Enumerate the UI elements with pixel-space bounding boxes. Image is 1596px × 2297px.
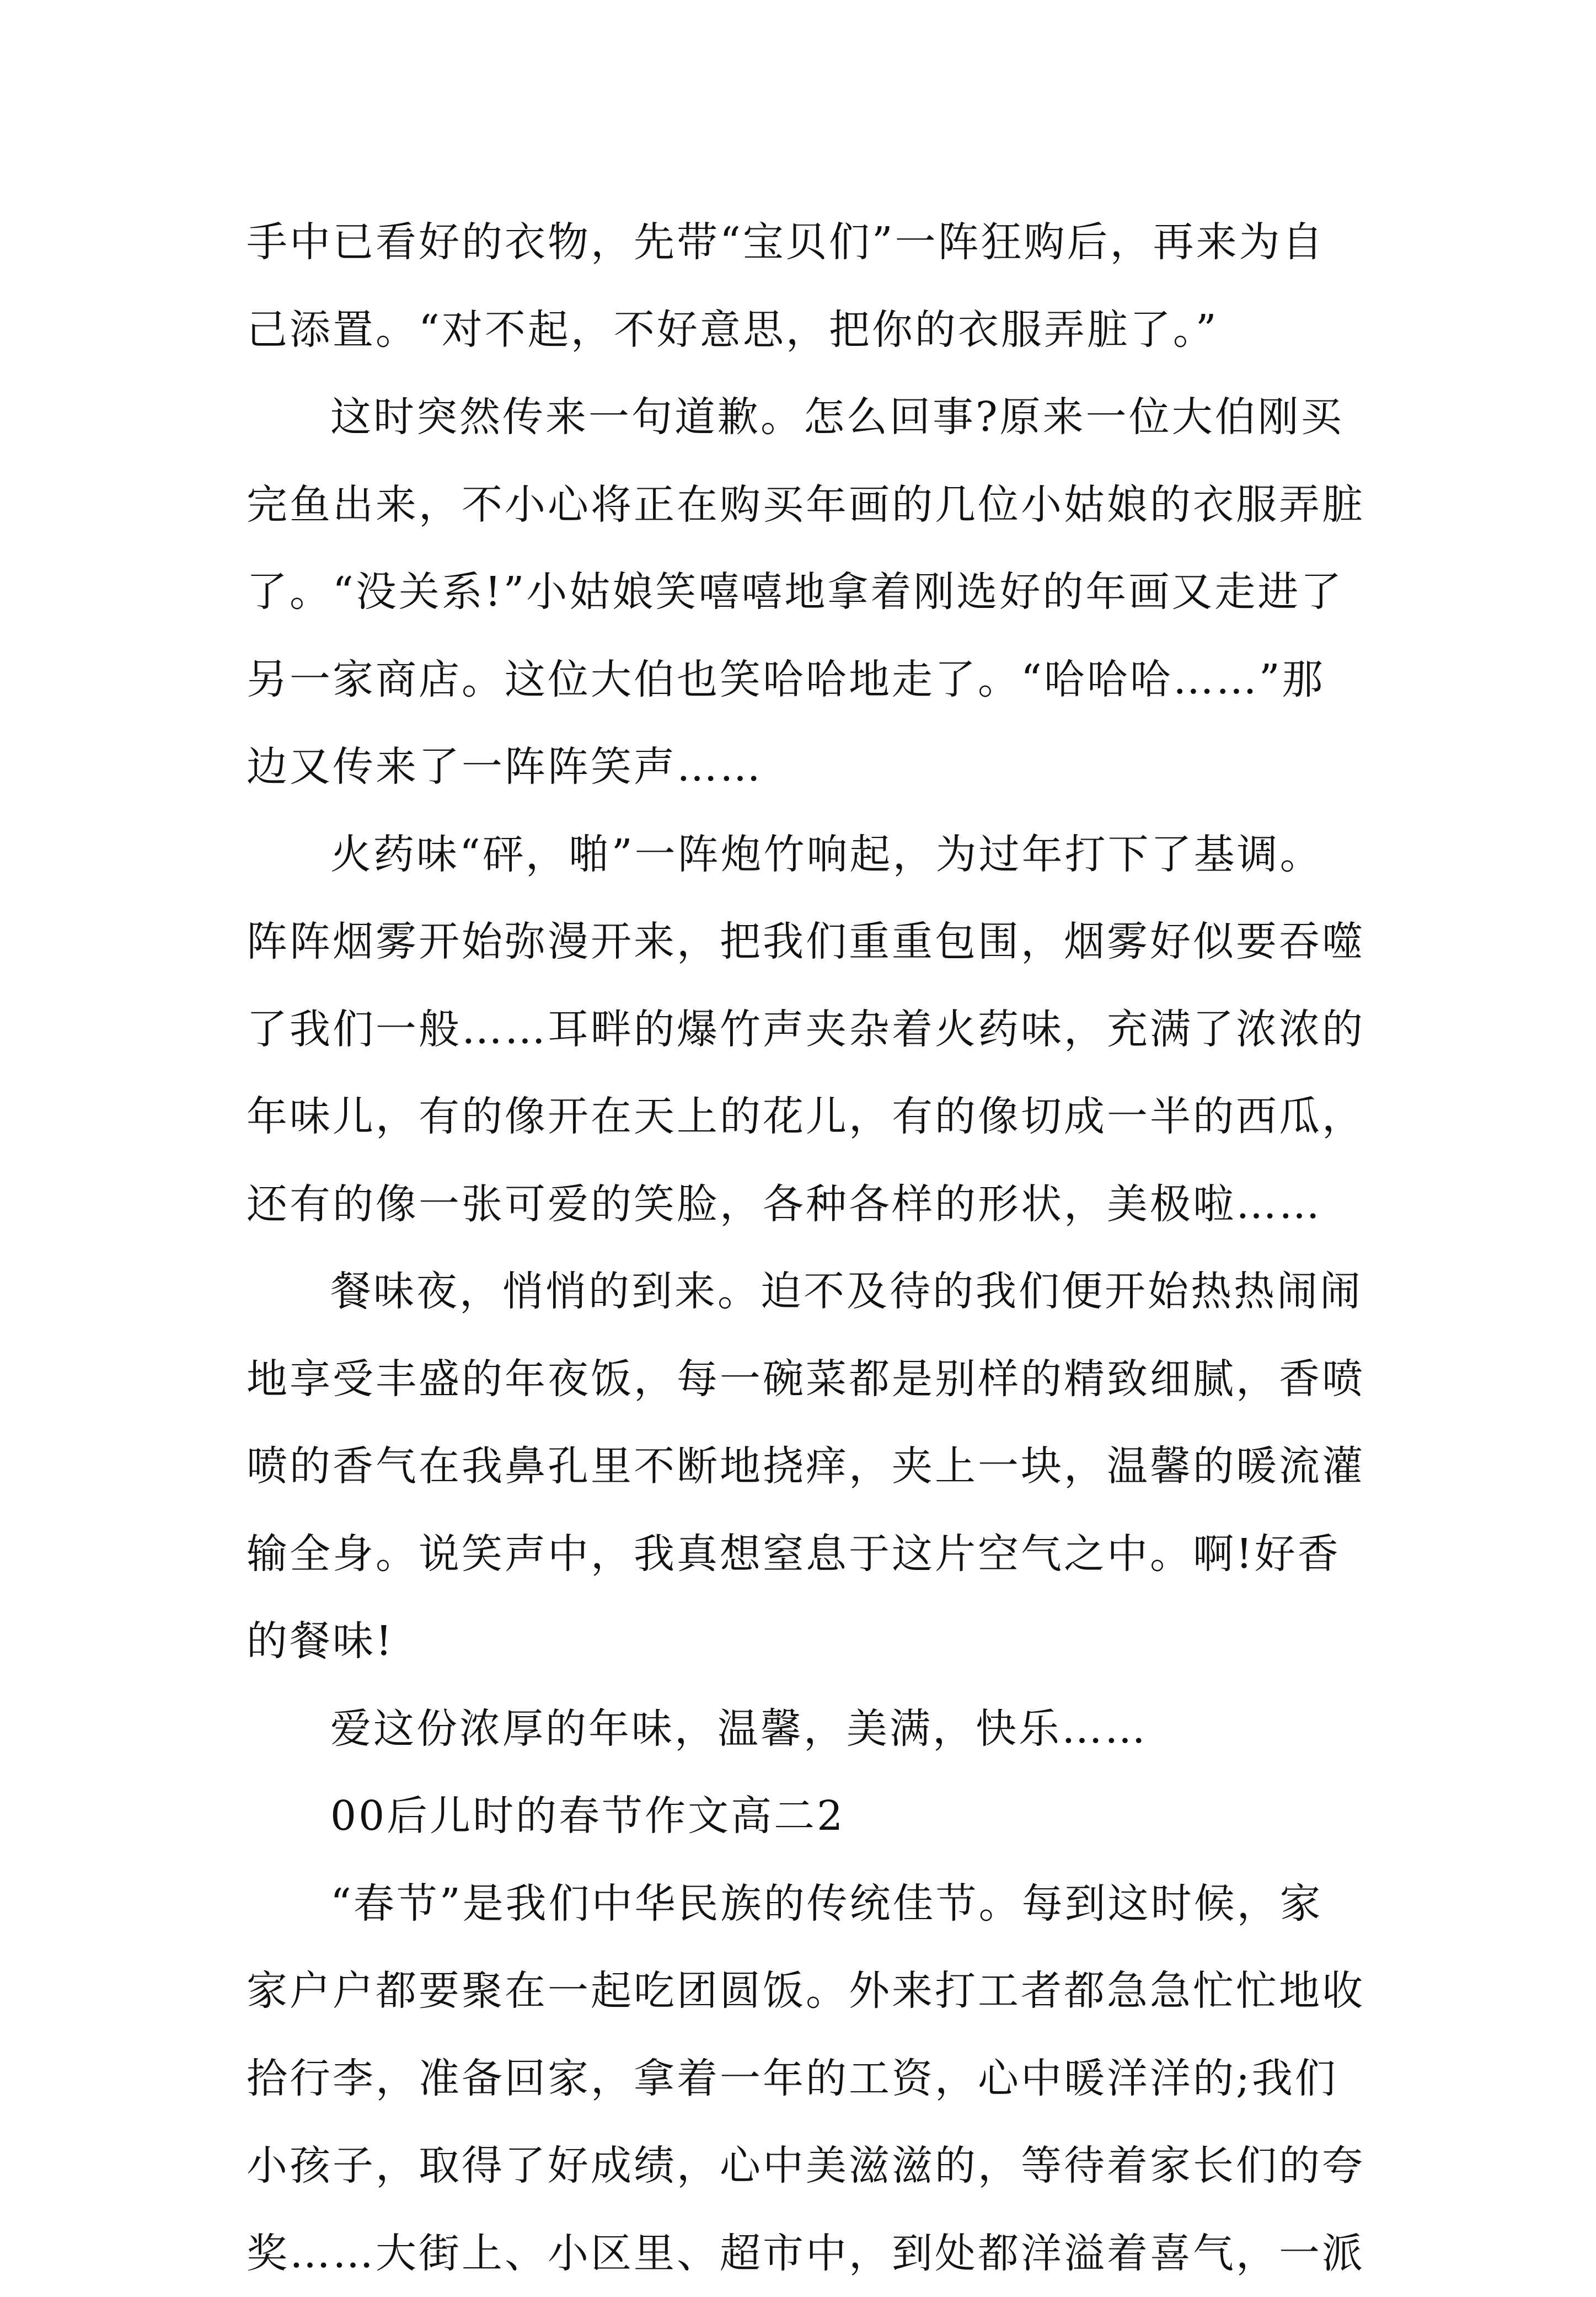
text-line: 己添置。“对不起，不好意思，把你的衣服弄脏了。”: [247, 286, 1410, 374]
paragraph-first-line: 餐味夜，悄悄的到来。迫不及待的我们便开始热热闹闹: [247, 1248, 1410, 1336]
paragraph-first-line: 爱这份浓厚的年味，温馨，美满，快乐……: [247, 1685, 1410, 1773]
text-line: 年味儿，有的像开在天上的花儿，有的像切成一半的西瓜，: [247, 1073, 1410, 1161]
section-heading: 00后儿时的春节作文高二2: [247, 1772, 1410, 1860]
body-text: [247, 199, 1410, 2297]
paragraph-first-line: 火药味“砰，啪”一阵炮竹响起，为过年打下了基调。: [247, 811, 1410, 899]
text-line: 奖……大街上、小区里、超市中，到处都洋溢着喜气，一派: [247, 2210, 1410, 2297]
paragraph-first-line: “春节”是我们中华民族的传统佳节。每到这时候，家: [247, 1860, 1410, 1948]
text-line: 还有的像一张可爱的笑脸，各种各样的形状，美极啦……: [247, 1161, 1410, 1248]
text-line: 家户户都要聚在一起吃团圆饭。外来打工者都急急忙忙地收: [247, 1947, 1410, 2035]
text-line: 完鱼出来，不小心将正在购买年画的几位小姑娘的衣服弄脏: [247, 461, 1410, 549]
text-line: 阵阵烟雾开始弥漫开来，把我们重重包围，烟雾好似要吞噬: [247, 898, 1410, 986]
text-line: 边又传来了一阵阵笑声……: [247, 723, 1410, 811]
text-line: 手中已看好的衣物，先带“宝贝们”一阵狂购后，再来为自: [247, 199, 1410, 286]
text-line: 另一家商店。这位大伯也笑哈哈地走了。“哈哈哈……”那: [247, 636, 1410, 724]
text-line: 的餐味!: [247, 1598, 1410, 1685]
text-line: 了。“没关系!”小姑娘笑嘻嘻地拿着刚选好的年画又走进了: [247, 548, 1410, 636]
text-line: 地享受丰盛的年夜饭，每一碗菜都是别样的精致细腻，香喷: [247, 1336, 1410, 1423]
text-line: 小孩子，取得了好成绩，心中美滋滋的，等待着家长们的夸: [247, 2122, 1410, 2210]
text-line: 输全身。说笑声中，我真想窒息于这片空气之中。啊!好香: [247, 1510, 1410, 1598]
text-line: 拾行李，准备回家，拿着一年的工资，心中暖洋洋的;我们: [247, 2035, 1410, 2123]
text-line: 了我们一般……耳畔的爆竹声夹杂着火药味，充满了浓浓的: [247, 986, 1410, 1073]
text-line: 喷的香气在我鼻孔里不断地挠痒，夹上一块，温馨的暖流灌: [247, 1423, 1410, 1510]
paragraph-first-line: 这时突然传来一句道歉。怎么回事?原来一位大伯刚买: [247, 373, 1410, 461]
